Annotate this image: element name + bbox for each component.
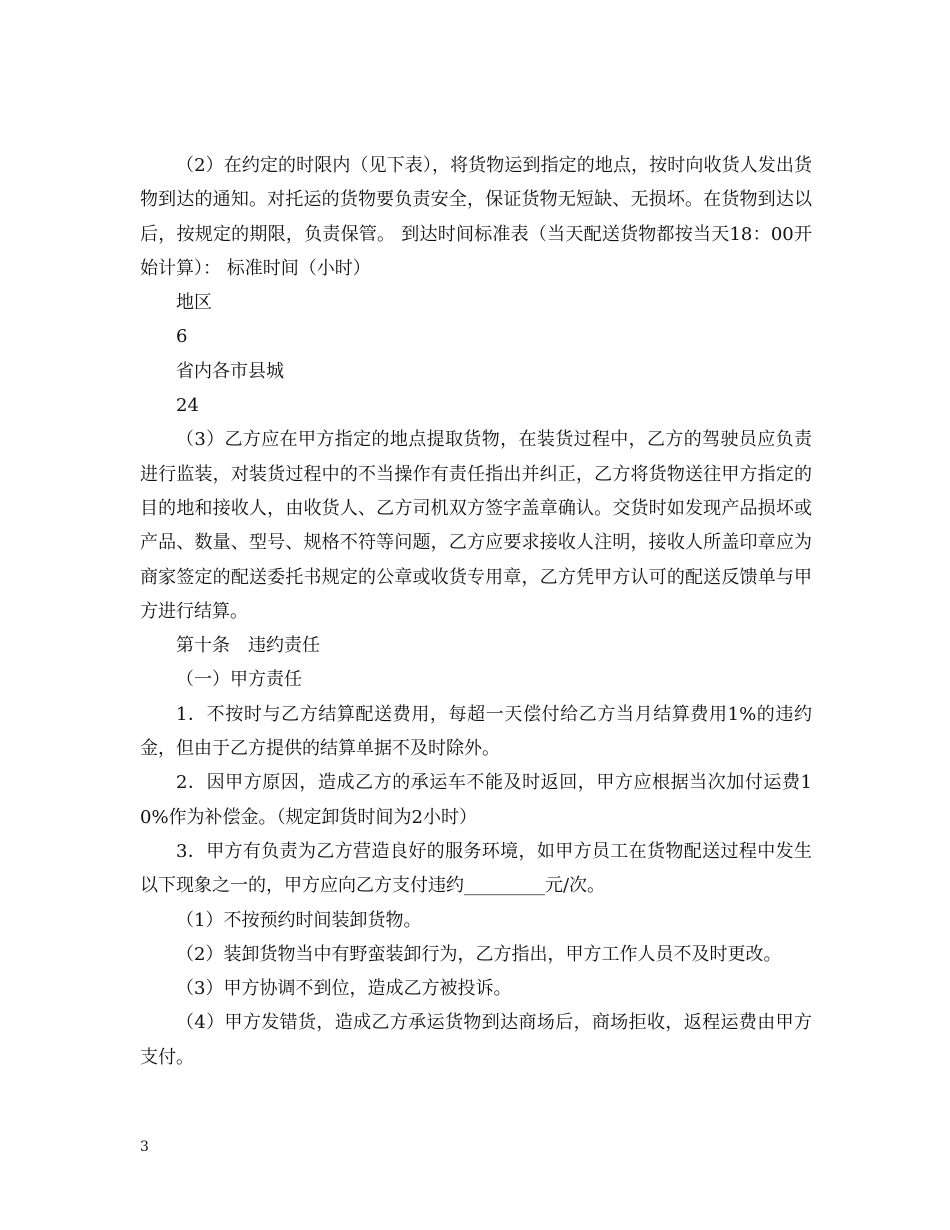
paragraph-delivery-time: （2）在约定的时限内（见下表），将货物运到指定的地点，按时向收货人发出货物到达的通知。对托运的货物要负责安全，保证货物无短缺、无损坏。在货物到达以后，按规定的期限，负责保管。 到达时间标准表（当天配送货物都按当天18：00开始计算）： 标准时间（小时） — [140, 155, 812, 279]
table-cell-hours-6: 6 — [176, 326, 188, 348]
table-cell-hours-24: 24 — [176, 395, 199, 417]
table-cell-province-cities: 省内各市县城 — [176, 360, 284, 382]
clause-3-service-environment: 3．甲方有负责为乙方营造良好的服务环境，如甲方员工在货物配送过程中发生以下现象之一的，甲方应向乙方支付违约_________元/次。 — [140, 840, 812, 897]
item-4-wrong-goods: （4）甲方发错货，造成乙方承运货物到达商场后，商场拒收，返程运费由甲方支付。 — [140, 1012, 812, 1068]
item-3-coordination: （3）甲方协调不到位，造成乙方被投诉。 — [176, 978, 512, 1000]
paragraph-pickup-goods: （3）乙方应在甲方指定的地点提取货物，在装货过程中，乙方的驾驶员应负责进行监装，对装货过程中的不当操作有责任指出并纠正，乙方将货物送往甲方指定的目的地和接收人，由收货人、乙方司机双方签字盖章确认。交货时如发现产品损坏或产品、数量、型号、规格不符等问题，乙方应要求接收人注明，接收人所盖印章应为商家签定的配送委托书规定的公章或收货专用章，乙方凭甲方认可的配送反馈单与甲方进行结算。 — [140, 429, 812, 622]
clause-2-vehicle-delay: 2．因甲方原因，造成乙方的承运车不能及时返回，甲方应根据当次加付运费10%作为补偿金。（规定卸货时间为2小时） — [140, 772, 812, 828]
item-1-appointment-time: （1）不按预约时间装卸货物。 — [176, 909, 422, 931]
subheading-party-a-responsibility: （一）甲方责任 — [176, 669, 302, 691]
clause-1-late-settlement: 1．不按时与乙方结算配送费用，每超一天偿付给乙方当月结算费用1%的违约金，但由于乙方提供的结算单据不及时除外。 — [140, 703, 812, 760]
item-2-rough-handling: （2）装卸货物当中有野蛮装卸行为，乙方指出，甲方工作人员不及时更改。 — [176, 943, 782, 965]
section-heading-article-10: 第十条 违约责任 — [176, 635, 320, 657]
page-number: 3 — [140, 1139, 149, 1155]
table-cell-region-header: 地区 — [176, 292, 212, 314]
document-body — [140, 149, 812, 1075]
